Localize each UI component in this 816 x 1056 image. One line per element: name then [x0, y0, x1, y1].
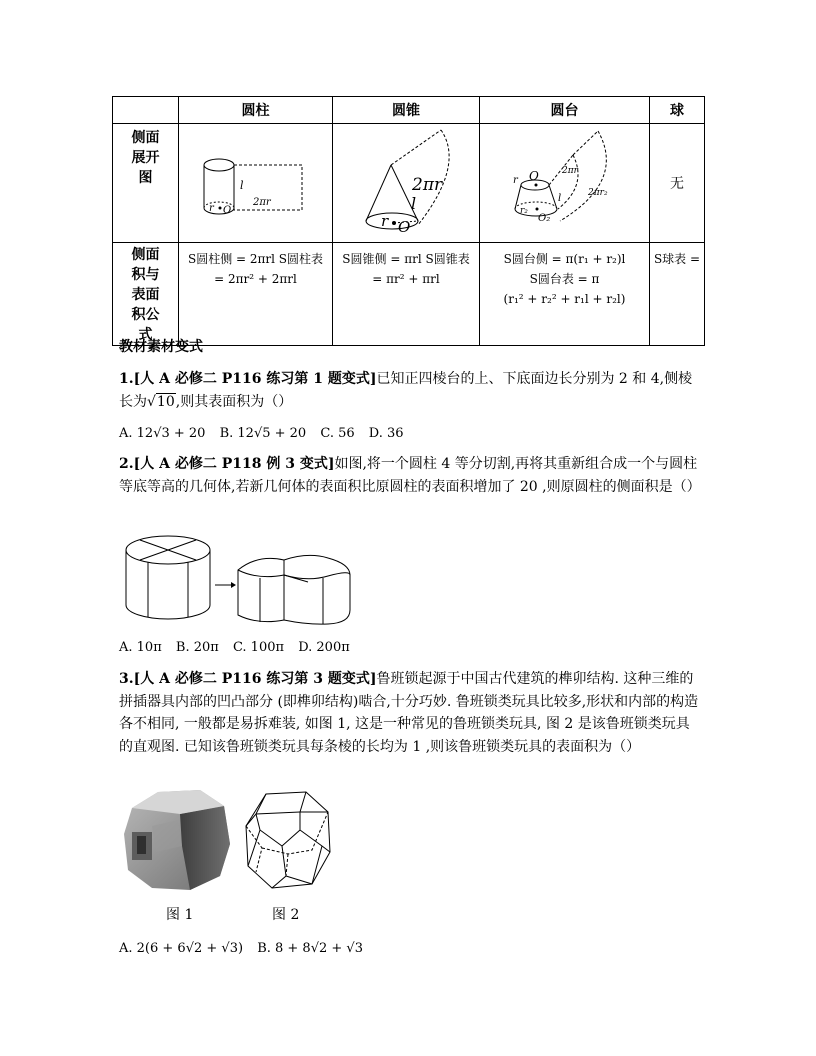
question-1: 1.[人 A 必修二 P116 练习第 1 题变式]已知正四棱台的上、下底面边长分别为 2 和 4,侧棱长为√10,则其表面积为（）: [119, 371, 693, 410]
q3-option-b[interactable]: B. 8 + 8√2 + √3: [257, 941, 363, 956]
question-3: [119, 668, 699, 758]
cone-arc-label: 2πr: [412, 175, 443, 195]
header-empty: [113, 97, 179, 124]
header-ball: 球: [650, 97, 705, 124]
frustum-l-label: l: [558, 193, 562, 204]
q1-text-b: ,则其表面积为（）: [175, 393, 293, 410]
formula-table: [112, 96, 705, 346]
section-title: 教材素材变式: [119, 339, 203, 355]
q3-options: [119, 939, 373, 959]
cylinder-cut-figure: [118, 530, 358, 630]
table-row-unfold: [113, 124, 705, 243]
cylinder-o-label: O: [223, 205, 232, 216]
question-2: [119, 453, 699, 498]
q1-sqrt: 10: [156, 393, 175, 410]
ball-formula-line1: S球表 =: [653, 252, 701, 266]
cylinder-formula-line1: S圆柱侧 = 2πrl S圆柱表: [187, 252, 324, 266]
ball-formula-cell: [650, 243, 705, 346]
frustum-diagram: [480, 125, 648, 241]
row-label-unfold: [113, 124, 179, 243]
q3-tag: 3.[人 A 必修二 P116 练习第 3 题变式]: [119, 671, 377, 687]
frustum-diagram-cell: [480, 124, 650, 243]
frustum-formula-line2: S圆台表 = π: [529, 272, 600, 286]
q1-text-a: 已知正四棱台的上、下底面边长分别为 2 和 4,侧棱长为: [119, 371, 693, 410]
cone-diagram: [333, 125, 479, 241]
q1-tag: 1.[人 A 必修二 P116 练习第 1 题变式]: [119, 371, 377, 387]
frustum-r-label: r: [513, 175, 518, 186]
q1-options: [119, 424, 414, 444]
q1-option-b[interactable]: B. 12√5 + 20: [219, 426, 307, 441]
header-cone: 圆锥: [333, 97, 480, 124]
q3-option-a[interactable]: A. 2(6 + 6√2 + √3): [119, 941, 244, 956]
frustum-r2-label: r₂: [520, 206, 528, 216]
frustum-arc1-label: 2πr: [562, 166, 578, 176]
frustum-arc2-label: 2πr₂: [588, 188, 608, 198]
q2-options: [119, 638, 360, 658]
q1-option-c[interactable]: C. 56: [320, 426, 355, 441]
table-row-formula: [113, 243, 705, 346]
cylinder-arc-label: 2πr: [253, 197, 271, 208]
frustum-formula-line3: (r₁² + r₂² + r₁l + r₂l): [503, 292, 626, 306]
cylinder-diagram: [179, 125, 329, 241]
cone-formula-cell: [333, 243, 480, 346]
cylinder-formula-line2: = 2πr² + 2πrl: [214, 272, 297, 286]
cone-o-label: O: [398, 218, 411, 236]
q1-option-a[interactable]: A. 12√3 + 20: [119, 426, 206, 441]
q2-option-c[interactable]: C. 100π: [232, 640, 285, 655]
row-label-formula: [113, 243, 179, 346]
luban-lock-photo: [120, 786, 235, 894]
cylinder-r-label: r: [209, 203, 214, 214]
q2-tag: 2.[人 A 必修二 P118 例 3 变式]: [119, 456, 335, 472]
q2-option-d[interactable]: D. 200π: [298, 640, 350, 655]
cylinder-formula-cell: [179, 243, 333, 346]
q1-option-d[interactable]: D. 36: [368, 426, 404, 441]
cylinder-diagram-cell: [179, 124, 333, 243]
luban-lock-diagram: [242, 790, 334, 895]
cone-r-label: r: [381, 212, 389, 230]
header-cylinder: 圆柱: [179, 97, 333, 124]
q2-text: 如图,将一个圆柱 4 等分切割,再将其重新组合成一个与圆柱等底等高的几何体,若新几何体的表面积比原圆柱的表面积增加了 20 ,则原圆柱的侧面积是（）: [119, 456, 701, 495]
cone-formula-line1: S圆锥侧 = πrl S圆锥表: [342, 252, 470, 266]
q2-option-a[interactable]: A. 10π: [119, 640, 162, 655]
row-label-unfold-text: 侧面展开图: [131, 130, 160, 186]
cone-formula-line2: = πr² + πrl: [372, 272, 440, 286]
frustum-o-label: O: [529, 169, 539, 183]
frustum-o2-label: O₂: [538, 213, 551, 224]
frustum-formula-cell: [480, 243, 650, 346]
cone-diagram-cell: [333, 124, 480, 243]
row-label-formula-text: 侧面积与表面积公式: [131, 247, 160, 343]
table-header-row: [113, 97, 705, 124]
q3-text: 鲁班锁起源于中国古代建筑的榫卯结构. 这种三维的拼插器具内部的凹凸部分 (即榫卯结构)啮合,十分巧妙. 鲁班锁类玩具比较多,形状和内部的构造各不相同, 一般都是易拆难装, 如图 1, 这是一种常见的鲁班锁类玩具, 图 2 是该鲁班锁类玩具的直观图. 已知该鲁班锁类玩具每条棱的长均为 1 ,则该鲁班锁类玩具的表面积为（）: [119, 671, 699, 755]
frustum-formula-line1: S圆台侧 = π(r₁ + r₂)l: [503, 252, 626, 266]
cone-l-label: l: [411, 194, 417, 213]
ball-diagram-cell: 无: [650, 124, 705, 243]
q3-fig2-caption: 图 2: [272, 907, 300, 923]
cylinder-l-label: l: [240, 179, 244, 192]
q2-option-b[interactable]: B. 20π: [175, 640, 219, 655]
q3-fig1-caption: 图 1: [166, 907, 194, 923]
header-frustum: 圆台: [480, 97, 650, 124]
